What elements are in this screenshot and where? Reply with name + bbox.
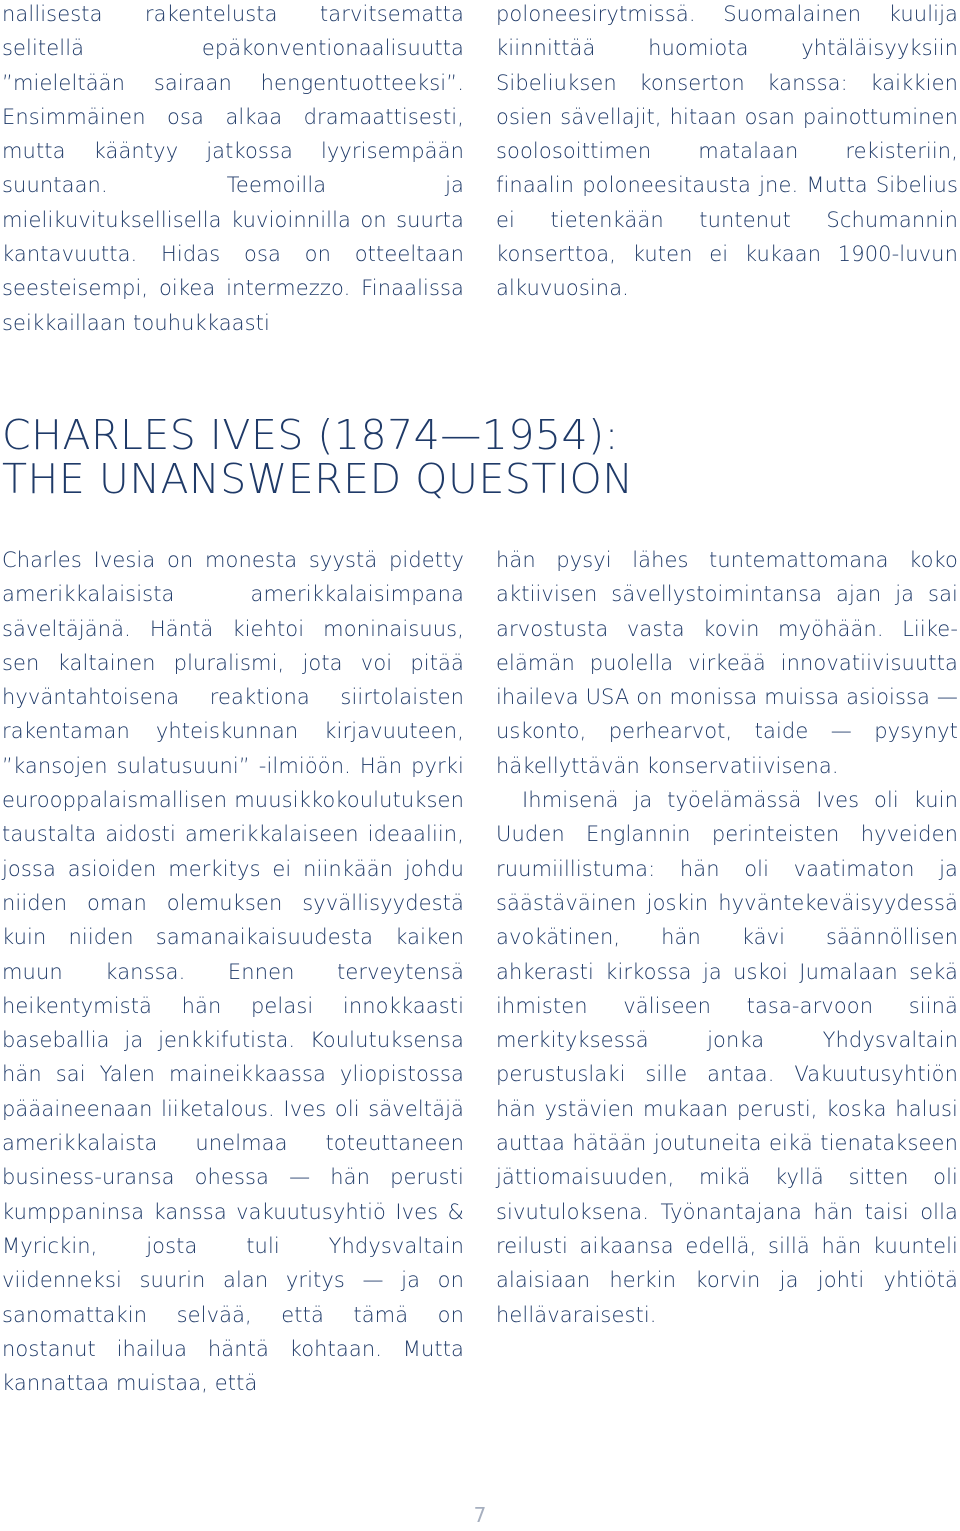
top-right-column — [496, 0, 958, 306]
top-left-paragraph: nallisesta rakentelusta tarvitsematta selitellä epäkonventionaalisuutta ”mieleltään sairaan hengentuotteeksi”. Ensimmäinen osa alkaa dramaattisesti, mutta kääntyy jatkossa lyyrisempään suuntaan. Teemoilla ja mielikuvituksellisella kuvioinnilla on suurta kantavuutta. Hidas osa on otteeltaan seesteisempi, oikea intermezzo. Finaalissa seikkaillaan touhukkaasti — [2, 2, 464, 335]
section-heading-line-1: CHARLES IVES (1874—1954): — [2, 411, 619, 459]
body-left-paragraph: Charles Ivesia on monesta syystä pidetty amerikkalaisista amerikkalaisimpana säveltäjänä. Häntä kiehtoi moninaisuus, sen kaltainen pluralismi, jota voi pitää hyväntahtoisena reaktiona siirtolaisten rakentaman yhteiskunnan kirjavuuteen, ”kansojen sulatusuuni” -ilmiöön. Hän pyrki eurooppalaismallisen muusikkokoulutuksen taustalta aidosti amerikkalaiseen ideaaliin, jossa asioiden merkitys ei niinkään johdu niiden oman olemuksen syvällisyydestä kuin niiden samanaikaisuudesta kaiken muun kanssa. Ennen terveytensä heikentymistä hän pelasi innokkaasti baseballia ja jenkkifutista. Koulutuksensa hän sai Yalen maineikkaassa yliopistossa pääaineenaan liiketalous. Ives oli säveltäjä amerikkalaista unelmaa toteuttaneen business-uransa ohessa — hän perusti kumppaninsa kanssa vakuutusyhtiö Ives & Myrickin, josta tuli Yhdysvaltain viidenneksi suurin alan yritys — ja on sanomattakin selvää, että tämä on nostanut ihailua häntä kohtaan. Mutta kannattaa muistaa, että — [2, 548, 464, 1396]
section-heading-line-2: THE UNANSWERED QUESTION — [2, 455, 634, 503]
body-right-paragraph-2: Ihmisenä ja työelämässä Ives oli kuin Uuden Englannin perinteisten hyveiden ruumiillistuma: hän oli vaatimaton ja säästäväinen joskin hyväntekeväisyydessä avokätinen, hän kävi säännöllisen ahkerasti kirkossa ja uskoi Jumalaan sekä ihmisten väliseen tasa-arvoon siinä merkityksessä jonka Yhdysvaltain perustuslaki sille antaa. Vakuutusyhtiön hän ystävien mukaan perusti, koska halusi auttaa hätään joutuneita eikä tienatakseen jättiomaisuuden, mikä kyllä sitten oli sivutuloksena. Työnantajana hän taisi olla reilusti aikaansa edellä, sillä hän kuunteli alaisiaan herkin korvin ja johti yhtiötä hellävaraisesti. — [496, 788, 958, 1327]
section-heading — [2, 413, 633, 501]
page-number: 7 — [473, 1503, 487, 1527]
body-right-column — [496, 543, 958, 1332]
body-left-column — [2, 543, 464, 1400]
top-right-paragraph: poloneesirytmissä. Suomalainen kuulija kiinnittää huomiota yhtäläisyyksiin Sibeliuksen konserton kanssa: kaikkien osien sävellajit, hitaan osan painottuminen soolosoittimen matalaan rekisteriin, finaalin poloneesitausta jne. Mutta Sibelius ei tietenkään tuntenut Schumannin konserttoa, kuten ei kukaan 1900-luvun alkuvuosina. — [496, 2, 958, 301]
body-right-paragraph-1: hän pysyi lähes tuntemattomana koko aktiivisen sävellystoimintansa ajan ja sai arvostusta vasta kovin myöhään. Liike-elämän puolella virkeää innovatiivisuutta ihaileva USA on monissa muissa asioissa — uskonto, perhearvot, taide — pysynyt häkellyttävän konservatiivisena. — [496, 548, 958, 778]
top-left-column — [2, 0, 464, 340]
